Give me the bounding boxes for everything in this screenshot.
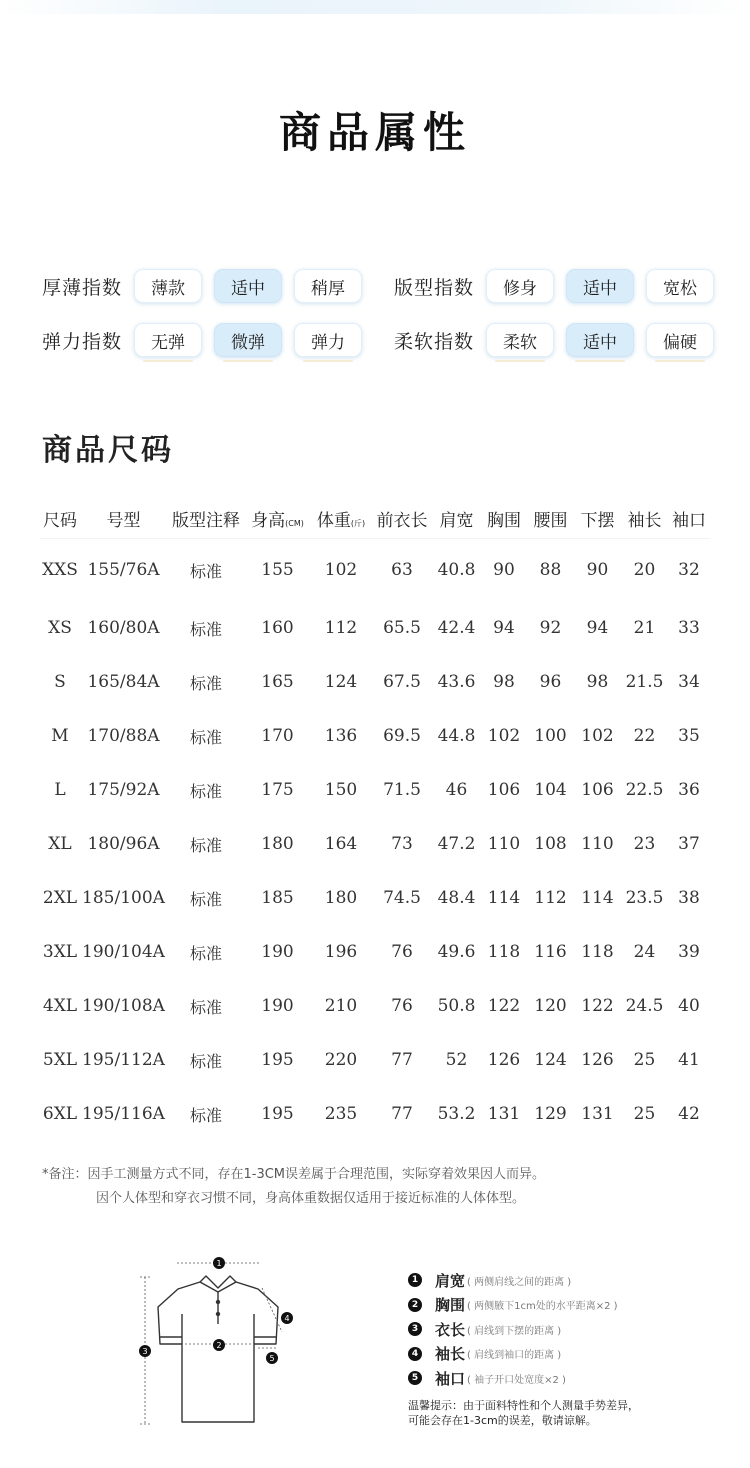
legend-desc: ( 肩线到袖口的距离 ) bbox=[467, 1350, 562, 1362]
col-header: 袖口 bbox=[668, 498, 710, 539]
table-cell: 108 bbox=[534, 834, 567, 854]
legend-desc: ( 袖子开口处宽度×2 ) bbox=[467, 1374, 566, 1386]
table-cell: 190/108A bbox=[82, 996, 165, 1016]
table-cell: 126 bbox=[487, 1050, 521, 1070]
top-banner-strip bbox=[0, 0, 750, 14]
table-cell: 160 bbox=[261, 618, 294, 638]
table-cell: 160/80A bbox=[87, 618, 160, 638]
attr-row-fit bbox=[394, 269, 726, 303]
table-row bbox=[40, 763, 710, 817]
legend-name: 肩宽 bbox=[435, 1271, 466, 1290]
table-cell: 23.5 bbox=[625, 888, 664, 908]
table-cell: XS bbox=[48, 618, 72, 638]
table-cell: 36 bbox=[678, 780, 700, 800]
col-header: 胸围 bbox=[481, 498, 527, 539]
attr-option: 薄款 bbox=[134, 269, 202, 303]
table-cell: 25 bbox=[633, 1104, 656, 1124]
table-cell: 标准 bbox=[189, 561, 222, 581]
table-cell: 150 bbox=[324, 780, 358, 800]
table-cell: 4XL bbox=[42, 996, 78, 1016]
badge-number: 5 bbox=[269, 1354, 275, 1363]
table-cell: 25 bbox=[633, 1050, 656, 1070]
col-header: 号型 bbox=[80, 498, 167, 539]
table-cell: 170 bbox=[261, 726, 294, 746]
table-cell: 22 bbox=[633, 726, 656, 746]
table-cell: 标准 bbox=[189, 997, 222, 1017]
table-cell: 44.8 bbox=[437, 726, 476, 746]
legend-item bbox=[408, 1366, 618, 1391]
table-cell: 165 bbox=[261, 672, 294, 692]
attr-option-selected: 适中 bbox=[214, 269, 282, 303]
attr-row-softness bbox=[394, 323, 726, 357]
table-row bbox=[40, 1087, 710, 1141]
table-cell: 112 bbox=[534, 888, 567, 908]
size-table bbox=[40, 498, 710, 1141]
size-table-header bbox=[40, 498, 710, 539]
table-cell: 40 bbox=[678, 996, 700, 1016]
table-row bbox=[40, 817, 710, 871]
table-cell: 165/84A bbox=[87, 672, 160, 692]
number-badge-icon: 4 bbox=[408, 1347, 422, 1361]
table-cell: 136 bbox=[324, 726, 358, 746]
table-cell: XL bbox=[48, 834, 72, 854]
legend-desc: ( 两侧肩线之间的距离 ) bbox=[467, 1276, 572, 1288]
table-cell: 235 bbox=[324, 1104, 358, 1124]
table-cell: 190 bbox=[261, 996, 294, 1016]
table-cell: 标准 bbox=[189, 889, 222, 909]
legend-name: 袖长 bbox=[435, 1345, 466, 1364]
warm-tip-line-2: 可能会存在1-3cm的误差，敬请谅解。 bbox=[408, 1414, 597, 1427]
attr-option: 无弹 bbox=[134, 323, 202, 357]
table-cell: 标准 bbox=[189, 619, 222, 639]
table-cell: 104 bbox=[534, 780, 567, 800]
table-cell: 126 bbox=[581, 1050, 614, 1070]
number-badge-icon: 3 bbox=[408, 1322, 422, 1336]
col-header: 袖长 bbox=[621, 498, 668, 539]
table-cell: 5XL bbox=[42, 1050, 78, 1070]
table-cell: 21.5 bbox=[625, 672, 664, 692]
table-cell: 48.4 bbox=[437, 888, 476, 908]
table-cell: 63 bbox=[391, 560, 413, 580]
number-badge-icon: 2 bbox=[408, 1298, 422, 1312]
table-cell: 195 bbox=[261, 1050, 294, 1070]
legend-item bbox=[408, 1293, 618, 1318]
badge-number: 3 bbox=[142, 1347, 148, 1356]
table-cell: 标准 bbox=[189, 943, 222, 963]
table-cell: 120 bbox=[534, 996, 567, 1016]
table-cell: S bbox=[54, 672, 66, 692]
table-cell: 41 bbox=[678, 1050, 700, 1070]
table-cell: 164 bbox=[324, 834, 358, 854]
attr-row-elasticity bbox=[42, 323, 374, 357]
table-cell: 118 bbox=[487, 942, 521, 962]
table-cell: 2XL bbox=[42, 888, 78, 908]
table-cell: 96 bbox=[539, 672, 562, 692]
table-cell: 106 bbox=[581, 780, 614, 800]
col-header: 版型注释 bbox=[167, 498, 245, 539]
attr-option: 修身 bbox=[486, 269, 554, 303]
table-cell: 106 bbox=[487, 780, 521, 800]
table-cell: 46 bbox=[445, 780, 468, 800]
attr-label: 版型指数 bbox=[394, 276, 475, 299]
page-title: 商品属性 bbox=[278, 108, 471, 157]
table-cell: 50.8 bbox=[437, 996, 476, 1016]
table-cell: 112 bbox=[324, 618, 358, 638]
table-cell: 65.5 bbox=[383, 618, 421, 638]
attr-option: 柔软 bbox=[486, 323, 554, 357]
table-cell: 24.5 bbox=[625, 996, 664, 1016]
table-cell: 47.2 bbox=[437, 834, 476, 854]
col-header: 下摆 bbox=[574, 498, 621, 539]
table-cell: 98 bbox=[493, 672, 515, 692]
legend-item bbox=[408, 1342, 618, 1367]
table-cell: 98 bbox=[586, 672, 609, 692]
table-row bbox=[40, 655, 710, 709]
table-cell: 49.6 bbox=[437, 942, 476, 962]
table-cell: M bbox=[51, 726, 69, 746]
table-cell: 76 bbox=[391, 996, 413, 1016]
table-cell: 40.8 bbox=[437, 560, 476, 580]
table-cell: 73 bbox=[391, 834, 413, 854]
table-cell: 71.5 bbox=[383, 780, 421, 800]
table-cell: 20 bbox=[633, 560, 656, 580]
table-cell: 195 bbox=[261, 1104, 294, 1124]
table-row bbox=[40, 601, 710, 655]
table-cell: 69.5 bbox=[383, 726, 421, 746]
attr-option: 弹力 bbox=[294, 323, 362, 357]
table-row bbox=[40, 871, 710, 925]
measure-number-badges bbox=[139, 1257, 293, 1364]
legend-desc: ( 两侧腋下1cm处的水平距离×2 ) bbox=[467, 1301, 618, 1313]
table-cell: 185/100A bbox=[82, 888, 165, 908]
table-cell: L bbox=[54, 780, 66, 800]
table-cell: 35 bbox=[678, 726, 700, 746]
table-cell: 43.6 bbox=[437, 672, 476, 692]
table-cell: 155/76A bbox=[87, 560, 160, 580]
table-cell: 170/88A bbox=[87, 726, 160, 746]
table-cell: 175 bbox=[261, 780, 294, 800]
remark-line-2: 因个人体型和穿衣习惯不同，身高体重数据仅适用于接近标准的人体体型。 bbox=[96, 1191, 526, 1206]
table-cell: 42.4 bbox=[437, 618, 476, 638]
legend-item bbox=[408, 1268, 618, 1293]
table-cell: 102 bbox=[581, 726, 614, 746]
table-cell: 92 bbox=[539, 618, 562, 638]
table-row bbox=[40, 539, 710, 602]
size-table-body bbox=[40, 539, 710, 1142]
table-cell: 94 bbox=[586, 618, 609, 638]
polo-shirt-measure-diagram bbox=[130, 1252, 310, 1442]
table-cell: 195/116A bbox=[82, 1104, 165, 1124]
table-cell: 42 bbox=[678, 1104, 700, 1124]
legend-name: 胸围 bbox=[435, 1296, 466, 1315]
table-cell: 124 bbox=[324, 672, 358, 692]
attr-option: 宽松 bbox=[646, 269, 714, 303]
number-badge-icon: 5 bbox=[408, 1371, 422, 1385]
table-cell: 标准 bbox=[189, 835, 222, 855]
table-cell: 34 bbox=[678, 672, 700, 692]
col-header: 尺码 bbox=[40, 498, 80, 539]
table-cell: 124 bbox=[534, 1050, 567, 1070]
table-cell: 标准 bbox=[189, 673, 222, 693]
table-cell: 102 bbox=[324, 560, 358, 580]
badge-number: 4 bbox=[284, 1314, 290, 1323]
table-row bbox=[40, 979, 710, 1033]
table-cell: 6XL bbox=[42, 1104, 78, 1124]
table-cell: 190/104A bbox=[82, 942, 165, 962]
table-cell: 52 bbox=[445, 1050, 468, 1070]
table-cell: 3XL bbox=[42, 942, 78, 962]
table-cell: 122 bbox=[581, 996, 614, 1016]
warm-tip bbox=[408, 1398, 639, 1428]
table-cell: 180 bbox=[324, 888, 358, 908]
col-header: 腰围 bbox=[527, 498, 574, 539]
attr-row-thickness bbox=[42, 269, 374, 303]
table-cell: 23 bbox=[633, 834, 656, 854]
table-cell: 131 bbox=[581, 1104, 614, 1124]
legend-item bbox=[408, 1317, 618, 1342]
table-cell: 180 bbox=[261, 834, 294, 854]
table-cell: 118 bbox=[581, 942, 614, 962]
table-cell: 标准 bbox=[189, 1105, 222, 1125]
table-cell: 116 bbox=[534, 942, 567, 962]
table-cell: 195/112A bbox=[82, 1050, 165, 1070]
table-cell: 190 bbox=[261, 942, 294, 962]
warm-tip-line-1: 温馨提示：由于面料特性和个人测量手势差异， bbox=[408, 1399, 639, 1412]
table-cell: 88 bbox=[539, 560, 562, 580]
badge-number: 2 bbox=[216, 1341, 222, 1350]
table-cell: 114 bbox=[581, 888, 614, 908]
size-section-title: 商品尺码 bbox=[42, 433, 174, 468]
table-cell: 标准 bbox=[189, 781, 222, 801]
table-cell: 94 bbox=[493, 618, 515, 638]
table-cell: 标准 bbox=[189, 727, 222, 747]
table-cell: 77 bbox=[391, 1104, 413, 1124]
badge-number: 1 bbox=[216, 1259, 222, 1268]
attr-option-selected: 适中 bbox=[566, 269, 634, 303]
table-cell: 175/92A bbox=[87, 780, 160, 800]
attr-label: 厚薄指数 bbox=[42, 276, 123, 299]
table-cell: 110 bbox=[487, 834, 521, 854]
table-cell: 185 bbox=[261, 888, 294, 908]
table-cell: 90 bbox=[493, 560, 515, 580]
table-cell: 33 bbox=[678, 618, 700, 638]
legend-name: 袖口 bbox=[435, 1369, 466, 1388]
col-header: 肩宽 bbox=[432, 498, 481, 539]
table-cell: 196 bbox=[324, 942, 358, 962]
table-cell: 24 bbox=[633, 942, 656, 962]
col-header: 前衣长 bbox=[372, 498, 432, 539]
table-cell: 标准 bbox=[189, 1051, 222, 1071]
attr-option-selected: 微弹 bbox=[214, 323, 282, 357]
table-row bbox=[40, 925, 710, 979]
table-cell: 90 bbox=[586, 560, 609, 580]
table-cell: 220 bbox=[324, 1050, 358, 1070]
table-cell: 76 bbox=[391, 942, 413, 962]
table-row bbox=[40, 1033, 710, 1087]
legend-desc: ( 肩线到下摆的距离 ) bbox=[467, 1325, 562, 1337]
table-cell: 155 bbox=[261, 560, 294, 580]
attr-label: 柔软指数 bbox=[394, 330, 475, 353]
legend-name: 衣长 bbox=[435, 1320, 466, 1339]
table-cell: 37 bbox=[678, 834, 700, 854]
table-cell: 180/96A bbox=[87, 834, 160, 854]
number-badge-icon: 1 bbox=[408, 1273, 422, 1287]
col-header: 体重(斤) bbox=[310, 498, 372, 539]
table-cell: 210 bbox=[324, 996, 358, 1016]
table-cell: 110 bbox=[581, 834, 614, 854]
table-cell: XXS bbox=[42, 560, 78, 580]
table-row bbox=[40, 709, 710, 763]
table-cell: 131 bbox=[487, 1104, 521, 1124]
table-cell: 114 bbox=[487, 888, 521, 908]
measure-legend bbox=[408, 1268, 618, 1391]
col-header: 身高(CM) bbox=[245, 498, 310, 539]
remark-line-1: *备注：因手工测量方式不同，存在1-3CM误差属于合理范围，实际穿着效果因人而异。 bbox=[42, 1167, 546, 1182]
attr-label: 弹力指数 bbox=[42, 330, 123, 353]
table-cell: 67.5 bbox=[383, 672, 421, 692]
table-cell: 129 bbox=[534, 1104, 567, 1124]
table-cell: 100 bbox=[534, 726, 567, 746]
attr-option: 偏硬 bbox=[646, 323, 714, 357]
attr-option: 稍厚 bbox=[294, 269, 362, 303]
table-cell: 53.2 bbox=[437, 1104, 476, 1124]
table-cell: 32 bbox=[678, 560, 700, 580]
table-cell: 122 bbox=[487, 996, 521, 1016]
table-cell: 77 bbox=[391, 1050, 413, 1070]
table-cell: 38 bbox=[678, 888, 700, 908]
table-cell: 102 bbox=[487, 726, 521, 746]
attr-option-selected: 适中 bbox=[566, 323, 634, 357]
table-cell: 21 bbox=[633, 618, 656, 638]
table-cell: 22.5 bbox=[625, 780, 664, 800]
table-cell: 39 bbox=[678, 942, 700, 962]
table-cell: 74.5 bbox=[383, 888, 421, 908]
